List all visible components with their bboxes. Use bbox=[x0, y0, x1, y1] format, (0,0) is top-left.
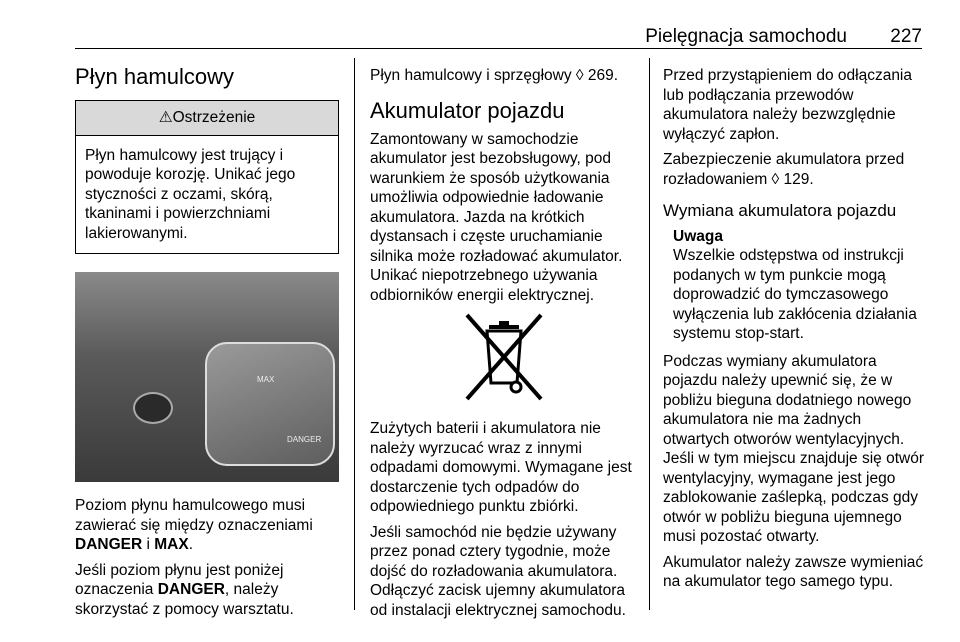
warning-header bbox=[76, 101, 338, 136]
cross-reference-brake-clutch: Płyn hamulcowy i sprzęgłowy ◊ 269. bbox=[370, 67, 619, 84]
section-heading-battery: Akumulator pojazdu bbox=[370, 97, 565, 123]
page-header bbox=[75, 26, 922, 48]
battery-paragraph-3: Jeśli samochód nie będzie używany przez ponad cztery tygodnie, może dojść do rozładowania akumulatora. Odłączyć zacisk ujemny akumulatora od instalacji elektrycznej samochodu. bbox=[370, 523, 626, 619]
header-rule bbox=[75, 48, 922, 49]
column-divider-1 bbox=[354, 58, 355, 610]
section-heading-battery-replacement: Wymiana akumulatora pojazdu bbox=[663, 201, 897, 220]
column-3 bbox=[663, 58, 931, 598]
ignition-off-paragraph: Przed przystąpieniem do odłączania lub podłączania przewodów akumulatora należy bezwzględnie wyłączyć zapłon. bbox=[663, 67, 912, 143]
reservoir-detail-inset bbox=[205, 342, 335, 466]
photo-label-max: MAX bbox=[257, 375, 275, 384]
note-title: Uwaga bbox=[673, 227, 723, 245]
column-2 bbox=[370, 58, 638, 626]
section-heading-brake-fluid: Płyn hamulcowy bbox=[75, 64, 234, 89]
header-title: Pielęgnacja samochodu bbox=[645, 26, 847, 47]
replacement-paragraph-2: Akumulator należy zawsze wymieniać na akumulator tego samego typu. bbox=[663, 553, 924, 590]
discharge-protection-reference: Zabezpieczenie akumulatora przed rozładowaniem ◊ 129. bbox=[663, 151, 905, 188]
photo-label-danger: DANGER bbox=[287, 435, 322, 444]
warning-text: Płyn hamulcowy jest trujący i powoduje korozję. Unikać jego styczności z oczami, skórą, tkaninami i powierzchniami lakierowanymi. bbox=[85, 146, 296, 242]
battery-paragraph-1: Zamontowany w samochodzie akumulator jest bezobsługowy, pod warunkiem że sposób użytkowania umożliwia odpowiednie ładowanie akumulatora. Jazda na krótkich dystansach i częste uruchamianie silnika może rozładować akumulator. Unikać niepotrzebnego używania odbiorników energii elektrycznej. bbox=[370, 130, 623, 304]
brake-fluid-low-paragraph: Jeśli poziom płynu jest poniżej oznaczenia DANGER, należy skorzystać z pomocy warsztatu. bbox=[75, 561, 294, 618]
page-number: 227 bbox=[890, 26, 922, 47]
note-box bbox=[663, 227, 931, 344]
replacement-paragraph-1: Podczas wymiany akumulatora pojazdu należy upewnić się, że w pobliżu bieguna dodatniego nowego akumulatora nie ma żadnych otwartych otworów wentylacyjnych. Jeśli w tym miejscu znajduje się otwór wentylacyjny, wymagane jest jego zablokowanie zaślepką, podczas gdy otwór w pobliżu bieguna ujemnego musi pozostać otwarty. bbox=[663, 352, 925, 545]
brake-fluid-level-paragraph: Poziom płynu hamulcowego musi zawierać się między oznaczeniami DANGER i MAX. bbox=[75, 497, 313, 553]
note-text: Wszelkie odstępstwa od instrukcji podanych w tym punkcie mogą doprowadzić do tymczasowego wyłączenia lub zakłócenia działania systemu stop-start. bbox=[673, 247, 917, 342]
column-divider-2 bbox=[649, 58, 650, 610]
warning-box bbox=[75, 100, 339, 254]
brake-fluid-reservoir-photo bbox=[75, 272, 339, 482]
crossed-out-wheelie-bin-icon bbox=[463, 313, 545, 405]
column-1 bbox=[75, 58, 339, 625]
reservoir-cap bbox=[133, 392, 173, 424]
warning-title: Ostrzeżenie bbox=[172, 109, 256, 126]
warning-icon: ⚠ bbox=[158, 109, 173, 126]
battery-paragraph-2: Zużytych baterii i akumulatora nie należy wyrzucać wraz z innymi odpadami domowymi. Wymagane jest dostarczenie tych odpadów do odpowiedniego punktu zbiórki. bbox=[370, 420, 632, 515]
